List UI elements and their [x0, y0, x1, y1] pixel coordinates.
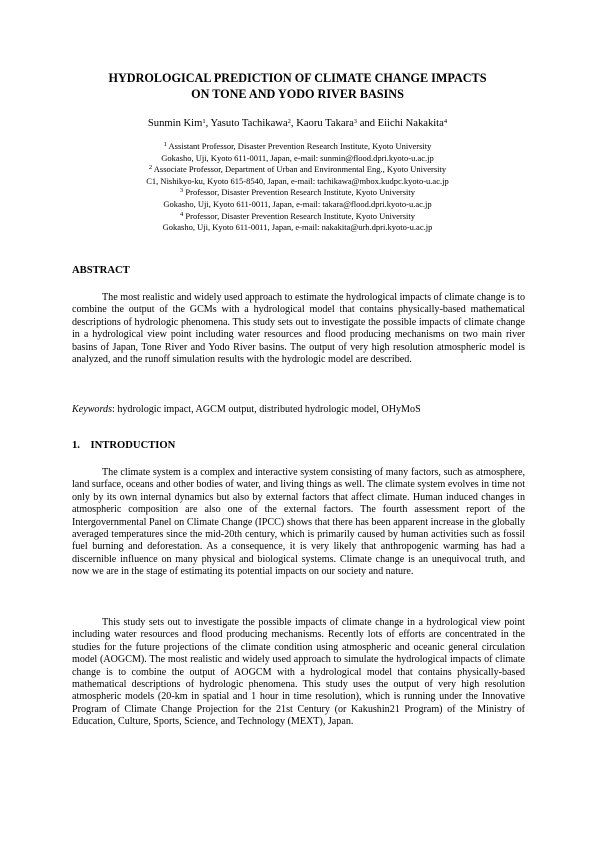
keywords-text: : hydrologic impact, AGCM output, distributed hydrologic model, OHyMoS	[112, 404, 421, 415]
affiliation-4: $^4$ Professor, Disaster Prevention Research Institute, Kyoto University	[180, 210, 415, 221]
paper-title	[60, 71, 535, 102]
affiliation-3-address: Gokasho, Uji, Kyoto 611-0011, Japan, e-mail: takara@flood.dpri.kyoto-u.ac.jp	[163, 198, 432, 209]
author: Yasuto Tachikawa$^2$	[210, 118, 291, 129]
keywords-label: Keywords	[72, 404, 113, 415]
affiliation-4-address: Gokasho, Uji, Kyoto 611-0011, Japan, e-mail: nakakita@urh.dpri.kyoto-u.ac.jp	[162, 222, 433, 233]
author: Eiichi Nakakita$^4$	[377, 118, 448, 129]
keywords	[72, 404, 525, 416]
affiliation-2-address: C1, Nishikyo-ku, Kyoto 615-8540, Japan, e-mail: tachikawa@mbox.kudpc.kyoto-u.ac.jp	[146, 175, 449, 186]
author-list: Sunmin Kim$^1$, Yasuto Tachikawa$^2$, Kaoru Takara$^3$ and Eiichi Nakakita$^4$	[147, 118, 448, 129]
author: Sunmin Kim$^1$	[147, 118, 206, 129]
affiliation-1: $^1$ Assistant Professor, Disaster Prevention Research Institute, Kyoto University	[163, 141, 432, 151]
affiliation-3: $^3$ Professor, Disaster Prevention Research Institute, Kyoto University	[180, 187, 415, 198]
affiliations	[60, 141, 535, 234]
affiliation-1-address: Gokasho, Uji, Kyoto 611-0011, Japan, e-mail: sunmin@flood.dpri.kyoto-u.ac.jp	[161, 152, 434, 163]
title-line-2: ON TONE AND YODO RIVER BASINS	[191, 86, 404, 101]
affiliation-2: $^2$ Associate Professor, Department of Urban and Environmental Eng., Kyoto University	[148, 164, 447, 175]
abstract-heading: ABSTRACT	[72, 265, 130, 276]
introduction-heading: 1. INTRODUCTION	[72, 440, 176, 451]
introduction-paragraph-1: The climate system is a complex and interactive system consisting of many factors, such as atmosphere, land surface, oceans and other bodies of water, and living things as well. The climate system evolves in time not only by its own internal dynamics but also by external factors that affect climate. Human induced changes in atmospheric composition are also one of the external factors. The fourth assessment report of the Intergovernmental Panel on Climate Change (IPCC) shows that there has been apparent increase in the globally averaged temperatures since the mid-20th century, which is primarily caused by human activities such as fossil fuel burning and deforestation. As a consequence, it is very likely that anthropogenic warming has had a discernible influence on many physical and biological systems. Climate change is an unequivocal truth, and now we are in the stage of estimating its potential impacts on our society and nature.	[72, 467, 525, 578]
title-line-1: HYDROLOGICAL PREDICTION OF CLIMATE CHANGE IMPACTS	[108, 71, 487, 85]
introduction-paragraph-2: This study sets out to investigate the possible impacts of climate change in a hydrological view point including water resources and flood producing mechanisms. Recently lots of efforts are concentrated in the studies for the future projections of the climate condition using atmospheric and oceanic general circulation model (AOGCM). The most realistic and widely used approach to simulate the hydrological impacts of climate change is to combine the output of AOGCM with a hydrological model that contains physically-based mathematical descriptions of hydrologic phenomena. This study uses the output of very high resolution atmospheric models (20-km in spatial and 1 hour in time resolution), which is running under the Innovative Program of Climate Change Projection for the 21st Century (or Kakushin21 Program) of the Ministry of Education, Culture, Sports, Science, and Technology (MEXT), Japan.	[72, 617, 525, 728]
abstract-text: The most realistic and widely used approach to estimate the hydrological impacts of climate change is to combine the output of the GCMs with a hydrological model that contains physically-based mathematical descriptions of hydrologic phenomena. This study sets out to investigate the possible impacts of climate change in a hydrological view point including water resources and flood producing mechanisms on two main river basins of Japan, Tone River and Yodo River basins. The output of very high resolution atmospheric model is analyzed, and the runoff simulation results with the hydrologic model are described.	[72, 292, 525, 366]
author: Kaoru Takara$^3$	[296, 118, 358, 129]
